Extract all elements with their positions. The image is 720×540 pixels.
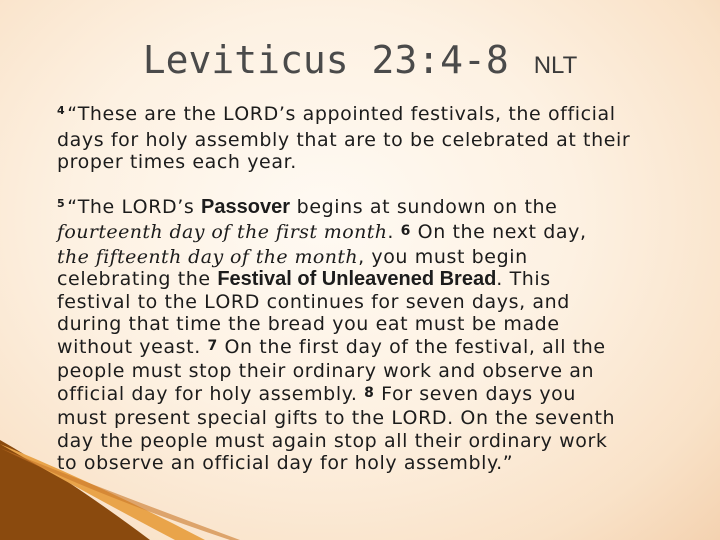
text-line: during that time the bread you eat must be made <box>57 313 560 335</box>
text-span: festival to the L <box>57 290 216 313</box>
slide-title <box>0 38 720 82</box>
lord-small-caps: ORD <box>402 407 448 429</box>
translation-label: NLT <box>533 52 578 79</box>
text-line <box>57 103 697 129</box>
text-line <box>57 246 697 269</box>
text-span: ’s <box>177 195 202 218</box>
verses-5-8-paragraph <box>57 196 697 475</box>
text-span: “The L <box>67 195 133 218</box>
text-span: On the next day, <box>411 221 587 243</box>
text-span: . This <box>496 268 551 290</box>
passover-bold: Passover <box>201 195 291 218</box>
text-line <box>57 336 697 361</box>
text-span: official day for holy assembly. <box>57 382 365 405</box>
lord-small-caps: ORD <box>132 195 178 218</box>
text-line: days for holy assembly that are to be celebrated at their <box>57 128 631 151</box>
text-span: “These are the L <box>67 103 235 125</box>
text-line: people must stop their ordinary work and observe an <box>57 360 595 382</box>
italic-span: the fifteenth day of the month <box>57 245 359 268</box>
text-span: . <box>387 221 401 243</box>
text-line: proper times each year. <box>57 151 297 173</box>
scripture-body <box>57 103 697 475</box>
lord-small-caps: ORD <box>215 290 260 313</box>
verse-number: 8 <box>364 384 375 401</box>
text-span: ’s appointed festivals, the official <box>278 103 616 125</box>
text-span: On the first day of the festival, all the <box>217 335 606 358</box>
corner-swoosh-decoration <box>0 440 720 540</box>
text-line <box>57 221 697 246</box>
text-line <box>57 383 697 408</box>
festival-bold: Festival of Unleavened Bread <box>217 268 497 290</box>
verse-number: 7 <box>207 337 218 354</box>
text-line: to observe an official day for holy assembly.” <box>57 452 514 474</box>
verse-number: 6 <box>400 223 411 239</box>
text-span: For seven days you <box>374 382 577 405</box>
text-span: must present special gifts to the L <box>57 407 403 429</box>
text-span: . On the seventh <box>447 407 616 429</box>
text-line: day the people must again stop all their ordinary work <box>57 429 608 452</box>
text-span: begins at sundown on the <box>290 195 558 218</box>
verse-number: 5 <box>57 196 66 210</box>
text-line <box>57 196 697 222</box>
text-span: without yeast. <box>57 335 208 358</box>
text-span: , you must begin <box>358 245 528 268</box>
verse-4-paragraph <box>57 103 697 174</box>
verse-number: 4 <box>57 104 66 117</box>
text-span: continues for seven days, and <box>259 290 570 313</box>
text-line <box>57 268 697 291</box>
text-line <box>57 407 697 430</box>
text-span: celebrating the <box>57 268 218 290</box>
lord-small-caps: ORD <box>234 103 279 125</box>
italic-span: fourteenth day of the first month <box>57 221 388 243</box>
text-line <box>57 291 697 314</box>
title-text: Leviticus 23:4-8 <box>142 38 509 82</box>
